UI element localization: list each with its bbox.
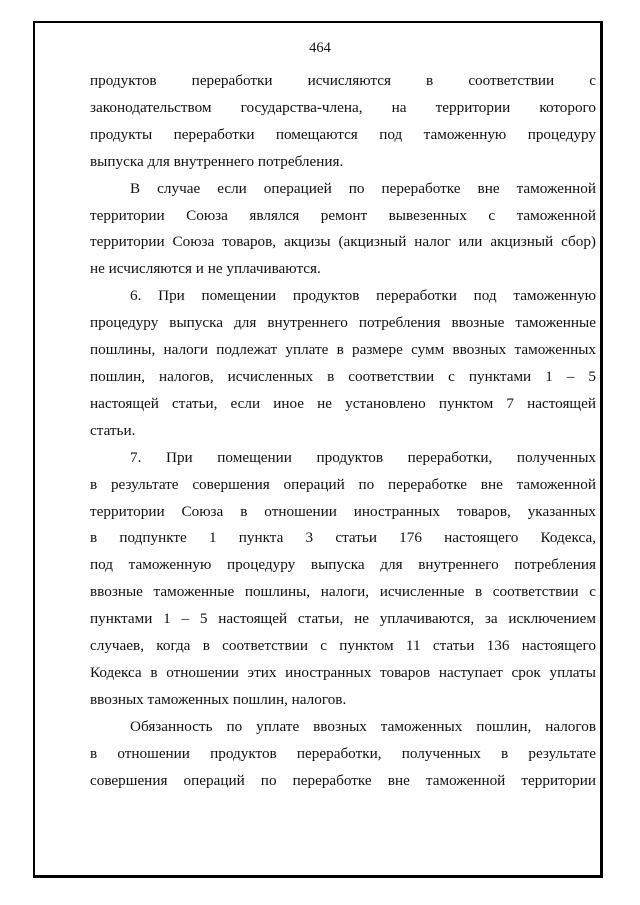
paragraph	[90, 283, 596, 444]
paragraph	[90, 445, 596, 714]
text-line: территории Союза товаров, акцизы (акцизный налог или акцизный сбор)	[90, 233, 596, 251]
text-line: территории Союза в отношении иностранных товаров, указанных	[90, 502, 596, 520]
text-line: выпуска для внутреннего потребления.	[90, 152, 344, 170]
page-number: 464	[309, 40, 331, 56]
text-line: под таможенную процедуру выпуска для внутреннего потребления	[90, 556, 596, 574]
text-line: в результате совершения операций по переработке вне таможенной	[90, 475, 596, 493]
paragraph	[90, 176, 596, 284]
text-line: В случае если операцией по переработке вне таможенной	[130, 179, 596, 197]
document-body	[90, 68, 596, 794]
paragraph	[90, 68, 596, 176]
text-line: законодательством государства-члена, на территории которого	[90, 98, 596, 116]
text-line: совершения операций по переработке вне таможенной территории	[90, 771, 596, 789]
text-line: ввозных таможенных пошлин, налогов.	[90, 690, 347, 708]
text-line: процедуру выпуска для внутреннего потребления ввозные таможенные	[90, 314, 596, 332]
text-line: случаев, когда в соответствии с пунктом 11 статьи 136 настоящего	[90, 637, 596, 655]
text-line: пошлины, налоги подлежат уплате в размере сумм ввозных таможенных	[90, 341, 596, 359]
text-line: не исчисляются и не уплачиваются.	[90, 260, 321, 278]
text-line: пунктами 1 – 5 настоящей статьи, не уплачиваются, за исключением	[90, 610, 596, 628]
text-line: 6. При помещении продуктов переработки под таможенную	[130, 287, 596, 305]
text-line: продукты переработки помещаются под таможенную процедуру	[90, 125, 596, 143]
text-line: Кодекса в отношении этих иностранных товаров наступает срок уплаты	[90, 663, 596, 681]
text-line: в подпункте 1 пункта 3 статьи 176 настоящего Кодекса,	[90, 529, 596, 547]
text-line: статьи.	[90, 421, 136, 439]
text-line: продуктов переработки исчисляются в соответствии с	[90, 72, 596, 89]
text-line: в отношении продуктов переработки, полученных в результате	[90, 744, 596, 762]
text-line: пошлин, налогов, исчисленных в соответствии с пунктами 1 – 5	[90, 367, 596, 385]
text-line: Обязанность по уплате ввозных таможенных пошлин, налогов	[130, 717, 596, 735]
text-line: ввозные таможенные пошлины, налоги, исчисленные в соответствии с	[90, 583, 596, 601]
text-line: территории Союза являлся ремонт вывезенных с таможенной	[90, 206, 596, 224]
text-line: настоящей статьи, если иное не установлено пунктом 7 настоящей	[90, 394, 596, 412]
paragraph	[90, 714, 596, 795]
text-line: 7. При помещении продуктов переработки, полученных	[130, 448, 596, 466]
